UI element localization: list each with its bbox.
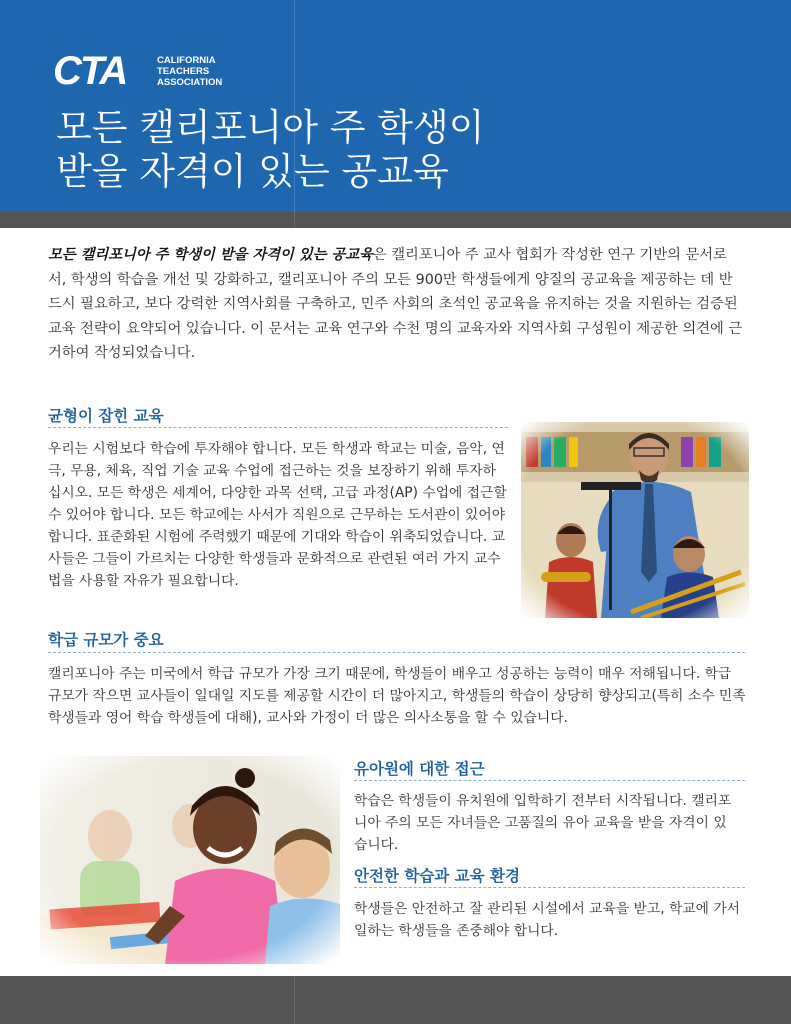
- header-banner: [0, 0, 791, 212]
- top-gray-band: [0, 212, 791, 228]
- logo-line-1: CALIFORNIA: [157, 54, 216, 66]
- section-body-class-size: 캘리포니아 주는 미국에서 학급 규모가 가장 크기 때문에, 학생들이 배우고 성공하는 능력이 매우 저해됩니다. 학급 규모가 작으면 교사들이 일대일 지도를 제공할 시간이 더 많아지고, 학생들의 학습이 상당히 향상되고(특히 소수 민족 학생들과 영어 학습 학생들에 대해), 교사와 가정이 더 많은 의사소통을 할 수 있습니다.: [48, 666, 746, 726]
- cta-logo-mark: [53, 49, 145, 93]
- cta-logo-letters: CTA: [53, 49, 127, 93]
- section-divider-balanced: [48, 427, 508, 428]
- section-title-balanced: 균형이 잡힌 교육: [48, 407, 164, 425]
- section-divider-safe: [354, 887, 745, 888]
- section-body-safe: 학생들은 안전하고 잘 관리된 시설에서 교육을 받고, 학교에 가서 일하는 학생들을 존중해야 합니다.: [354, 901, 740, 939]
- children-classroom-photo: [40, 756, 340, 964]
- section-divider-preschool: [354, 780, 745, 781]
- logo-line-3: ASSOCIATION: [157, 76, 223, 88]
- bottom-band-divider: [294, 976, 295, 1024]
- section-body-preschool: 학습은 학생들이 유치원에 입학하기 전부터 시작됩니다. 캘리포니아 주의 모든 자녀들은 고품질의 유아 교육을 받을 자격이 있습니다.: [354, 793, 732, 853]
- bottom-gray-band: [0, 976, 791, 1024]
- children-classroom-illustration: [40, 756, 340, 964]
- cta-logo: [53, 49, 223, 93]
- logo-line-2: TEACHERS: [157, 65, 210, 77]
- page-title: [56, 106, 484, 194]
- section-title-preschool: 유아원에 대한 접근: [354, 760, 485, 778]
- top-band-divider: [294, 212, 295, 228]
- page-title-line-2: 받을 자격이 있는 공교육: [56, 150, 449, 193]
- section-title-safe: 안전한 학습과 교육 환경: [354, 867, 520, 885]
- section-divider-class-size: [48, 652, 745, 653]
- section-title-class-size: 학급 규모가 중요: [48, 631, 164, 649]
- page-title-line-1: 모든 캘리포니아 주 학생이: [56, 106, 485, 149]
- section-body-balanced: 우리는 시험보다 학습에 투자해야 합니다. 모든 학생과 학교는 미술, 음악, 연극, 무용, 체육, 직업 기술 교육 수업에 접근하는 것을 보장하기 위해 투자하십시오. 모든 학생은 세계어, 다양한 과목 선택, 고급 과정(AP) 수업에 접근할 수 있어야 합니다. 모든 학교에는 사서가 직원으로 근무하는 도서관이 있어야 합니다. 표준화된 시험에 주력했기 때문에 기대와 학습이 위축되었습니다. 교사들은 그들이 가르치는 다양한 학생들과 문화적으로 관련된 여러 가지 교수법을 사용할 자유가 필요합니다.: [48, 441, 507, 589]
- intro-text: 은 캘리포니아 주 교사 협회가 작성한 연구 기반의 문서로서, 학생의 학습을 개선 및 강화하고, 캘리포니아 주의 모든 900만 학생들에게 양질의 공교육을 제공하는 데 반드시 필요하고, 보다 강력한 지역사회를 구축하고, 민주 사회의 초석인 공교육을 유지하는 것을 지원하는 검증된 교육 전략이 요약되어 있습니다. 이 문서는 교육 연구와 수천 명의 교육자와 지역사회 구성원이 제공한 의견에 근거하여 작성되었습니다.: [48, 247, 743, 361]
- teacher-students-photo: [521, 422, 749, 618]
- cta-logo-wordmark: [157, 55, 222, 88]
- intro-paragraph: [48, 243, 743, 366]
- intro-emphasis: 모든 캘리포니아 주 학생이 받을 자격이 있는 공교육: [48, 247, 373, 263]
- teacher-students-illustration: [521, 422, 749, 618]
